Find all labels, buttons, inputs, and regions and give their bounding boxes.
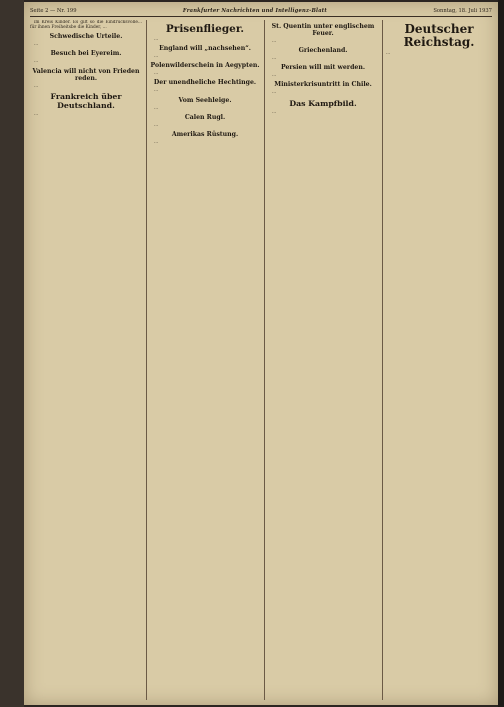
paragraph: ...	[154, 88, 159, 94]
paragraph: ...	[272, 109, 277, 115]
headline: Valencia will nicht von Frieden reden.	[32, 67, 140, 82]
paragraph: im Kreis Kinder. Es gilt so die Eindrucksvolle... für ihnen Freiheitsbe die Kinder, ...	[30, 20, 142, 31]
background-right	[498, 0, 504, 707]
paragraph: ...	[154, 139, 159, 145]
column-3	[268, 20, 378, 700]
paragraph: ...	[34, 42, 39, 48]
headline: Griechenland.	[298, 47, 348, 55]
paragraph: ...	[272, 39, 277, 44]
issue-date: Sonntag, 18. Juli 1937	[433, 8, 492, 14]
headline: England will „nachsehen“.	[159, 45, 251, 53]
paragraph: ...	[154, 54, 159, 60]
headline: Amerikas Rüstung.	[171, 130, 239, 138]
headline: Besuch bei Eyereim.	[50, 50, 122, 58]
paragraph: ...	[34, 59, 39, 65]
headline: Deutscher Reichstag.	[403, 22, 475, 49]
column-2	[150, 20, 260, 700]
column-rule	[382, 20, 383, 700]
paragraph: ...	[272, 90, 277, 96]
headline: Schwedische Urteile.	[49, 33, 123, 41]
headline: Das Kampfbild.	[289, 98, 357, 108]
headline: Persien will mit werden.	[281, 64, 365, 72]
background-left	[0, 0, 24, 707]
column-rule	[264, 20, 265, 700]
column-1	[30, 20, 142, 700]
paragraph: ...	[386, 51, 391, 56]
paragraph: ...	[154, 71, 159, 77]
paper-name: Frankfurter Nachrichten und Intelligenz-Blatt	[182, 8, 327, 14]
column-4	[386, 20, 492, 700]
paragraph: ...	[154, 37, 159, 42]
page-label: Seite 2 — Nr. 199	[30, 8, 77, 14]
paragraph: ...	[272, 73, 277, 79]
column-rule	[146, 20, 147, 700]
page-header	[30, 6, 492, 17]
headline: St. Quentin unter englischem Feuer.	[271, 23, 375, 37]
headline: Frankreich über Deutschland.	[50, 91, 122, 110]
headline: Der unendheliche Hechtinge.	[153, 79, 257, 87]
headline: Prisenflieger.	[165, 23, 245, 35]
headline: Calen Rugl.	[184, 113, 226, 121]
headline: Polenwilderschein in Aegypten.	[150, 62, 260, 70]
newspaper-page	[24, 2, 498, 705]
paragraph: ...	[154, 105, 159, 111]
headline: Ministerkrisuntritt in Chile.	[274, 81, 372, 89]
paragraph: ...	[34, 111, 39, 117]
paragraph: ...	[272, 56, 277, 62]
headline: Vom Seehleige.	[178, 96, 232, 104]
paragraph: ...	[154, 122, 159, 128]
paragraph: ...	[34, 83, 39, 89]
